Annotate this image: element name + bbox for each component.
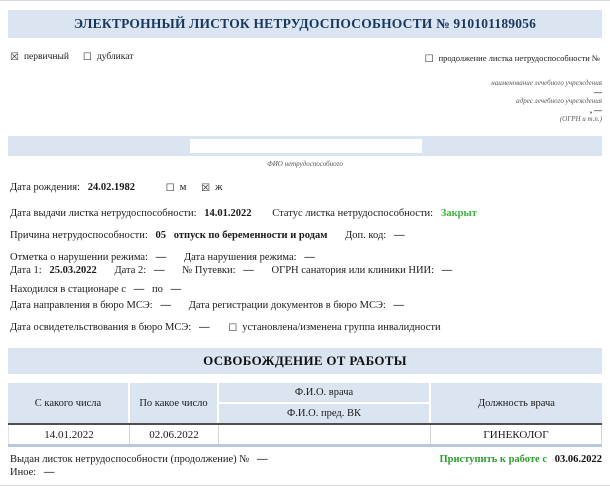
mse-exam-value: — [198,322,210,333]
release-table-header [8,383,602,425]
form-type-left-group [10,52,133,62]
checkbox-primary [10,52,69,62]
checkbox-duplicate-label: дубликат [96,52,134,62]
date1-value: 25.03.2022 [49,265,97,276]
sanatorium-ogrn-label: ОГРН санатория или клиники НИИ: [271,265,435,276]
org-name-value: — [594,88,602,97]
date1-label: Дата 1: [10,265,42,276]
release-section-title: ОСВОБОЖДЕНИЕ ОТ РАБОТЫ [203,353,407,368]
birth-date-value: 24.02.1982 [87,182,136,193]
resume-work-date: 03.06.2022 [554,454,602,465]
release-section-band [8,348,602,374]
checkbox-unchecked-icon: ☐ [424,54,434,65]
footer-right-block [439,453,602,465]
checkbox-female [201,181,222,194]
checkbox-unchecked-icon: ☐ [165,183,175,194]
reason-code-value: 05 [155,230,167,241]
violation-date-label: Дата нарушения режима: [183,252,297,263]
patient-name-field [190,139,422,153]
table-row [8,425,602,447]
mse-registration-label: Дата регистрации документов в бюро МСЭ: [188,300,386,311]
patient-name-band [8,136,602,156]
mse-registration-value: — [393,300,405,311]
issue-date-value: 14.01.2022 [204,208,252,219]
issue-date-line [10,207,610,220]
checkbox-checked-icon: ☒ [10,52,19,63]
cell-from: 14.01.2022 [8,425,130,444]
release-table [8,383,602,447]
org-address-value: , — [590,106,602,115]
patient-fio-caption: ФИО нетрудоспособного [267,160,343,168]
continuation-issued-label: Выдан листок нетрудоспособности (продолжение) № [10,454,250,465]
column-header-position: Должность врача [431,383,602,423]
reason-line [10,229,610,242]
other-label: Иное: [10,467,37,478]
cell-position: ГИНЕКОЛОГ [431,425,602,444]
checkbox-duplicate [83,52,133,62]
checkbox-male-label: м [179,182,187,193]
hospital-from-label: Находился в стационаре с [10,284,126,295]
mse-dates-line [10,299,610,312]
add-code-value: — [393,230,405,241]
column-header-doctor: Ф.И.О. врача [219,383,429,402]
birth-date-line [10,181,610,194]
regime-violation-value: — [155,252,167,263]
column-header-to: По какое число [130,383,217,423]
hospital-to-value: — [170,284,182,295]
checkbox-continuation [425,53,600,64]
continuation-issued-line [10,453,268,466]
checkbox-checked-icon: ☒ [201,183,211,194]
status-badge: Закрыт [440,208,477,219]
reason-label: Причина нетрудоспособности: [10,230,148,241]
sanatorium-line [10,264,610,277]
regime-violation-line [10,251,610,264]
medical-org-block [0,79,602,124]
resume-work-label: Приступить к работе с [439,454,547,465]
form-footer [10,453,602,479]
cell-to: 02.06.2022 [130,425,219,444]
checkbox-disability-label: установлена/изменена группа инвалидности [242,322,441,333]
column-header-from: С какого числа [8,383,128,423]
birth-date-label: Дата рождения: [10,182,81,193]
mse-referral-value: — [160,300,171,311]
mse-exam-line [10,321,610,334]
cell-doctor [219,425,431,444]
checkbox-unchecked-icon: ☐ [82,52,92,63]
add-code-label: Доп. код: [345,230,387,241]
date2-label: Дата 2: [114,265,147,276]
status-label: Статус листка нетрудоспособности: [272,208,434,219]
checkbox-female-label: ж [215,182,223,193]
org-name-caption: наименование лечебного учреждения [491,79,602,87]
org-address-caption: адрес лечебного учреждения [516,97,602,105]
regime-violation-label: Отметка о нарушении режима: [10,252,148,263]
footer-left-block [10,453,268,479]
continuation-issued-value: — [257,454,268,465]
mse-exam-label: Дата освидетельствования в бюро МСЭ: [10,322,192,333]
checkbox-primary-label: первичный [23,52,69,62]
other-line [10,466,268,479]
reason-text-value: отпуск по беременности и родам [173,230,328,241]
form-type-right-group [425,52,600,64]
form-title-band [8,10,602,38]
voucher-value: — [243,265,254,276]
org-ogrn-caption: (ОГРН и т.п.) [559,115,602,123]
checkbox-disability [228,321,440,334]
voucher-label: № Путевки: [182,265,236,276]
date2-value: — [153,265,165,276]
issue-date-label: Дата выдачи листка нетрудоспособности: [10,208,197,219]
sanatorium-ogrn-value: — [441,265,453,276]
column-header-doctor-group [219,383,429,423]
violation-date-value: — [304,252,315,263]
checkbox-unchecked-icon: ☐ [228,323,238,334]
mse-referral-label: Дата направления в бюро МСЭ: [10,300,153,311]
checkbox-continuation-label: продолжение листка нетрудоспособности № [438,53,600,63]
column-header-vk: Ф.И.О. пред. ВК [219,404,429,423]
hospital-line [10,283,610,296]
checkbox-male [166,181,187,194]
hospital-from-value: — [133,284,145,295]
form-title: ЭЛЕКТРОННЫЙ ЛИСТОК НЕТРУДОСПОСОБНОСТИ № 910101189056 [73,16,537,31]
other-value: — [43,467,55,478]
form-type-row [10,52,600,64]
hospital-to-label: по [151,284,163,295]
